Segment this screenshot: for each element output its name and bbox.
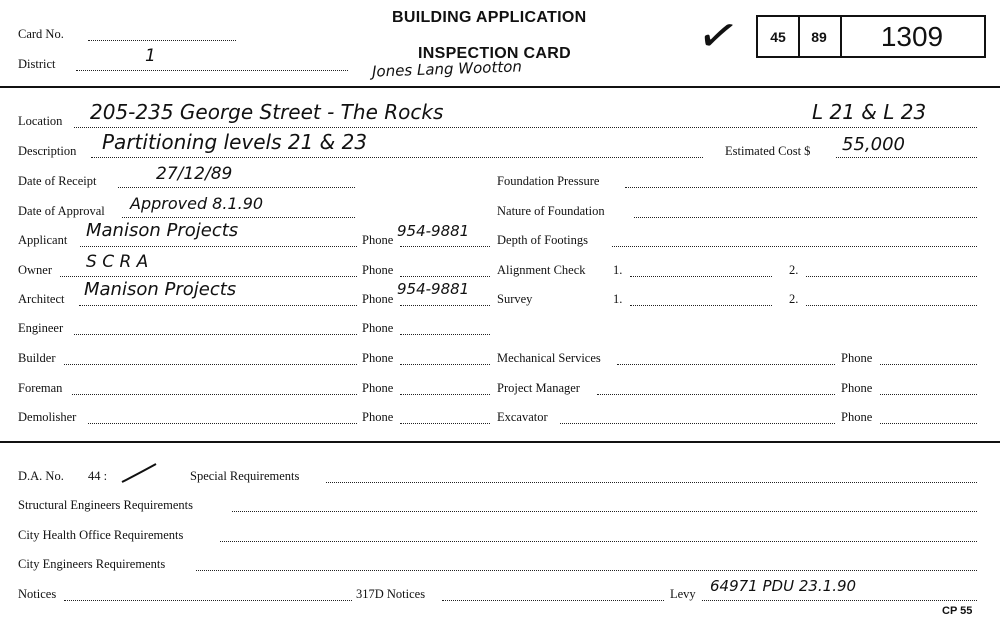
notices-317d-label: 317D Notices xyxy=(356,587,426,601)
demolisher-phone-field[interactable] xyxy=(400,423,490,424)
depth-footings-label: Depth of Footings xyxy=(497,233,588,247)
survey-num2: 2. xyxy=(789,292,799,306)
alignment-check-label: Alignment Check xyxy=(497,263,586,277)
estimated-cost-field[interactable] xyxy=(836,157,977,158)
survey-label: Survey xyxy=(497,292,533,306)
notices-317d-field[interactable] xyxy=(442,600,664,601)
architect-value: Manison Projects xyxy=(84,279,237,300)
title-line2: INSPECTION CARD xyxy=(418,45,571,62)
foreman-field[interactable] xyxy=(72,394,357,395)
nature-foundation-label: Nature of Foundation xyxy=(497,204,605,218)
depth-footings-field[interactable] xyxy=(612,246,977,247)
description-value: Partitioning levels 21 & 23 xyxy=(102,130,368,154)
card-number-box xyxy=(756,15,986,58)
structural-field[interactable] xyxy=(232,511,977,512)
engineer-phone-label: Phone xyxy=(362,321,394,335)
alignment-num2: 2. xyxy=(789,263,799,277)
city-engineers-label: City Engineers Requirements xyxy=(18,557,166,571)
box-mid: 89 xyxy=(798,17,842,56)
date-receipt-label: Date of Receipt xyxy=(18,174,97,188)
da-check-stroke-icon xyxy=(120,462,160,486)
card-no-label: Card No. xyxy=(18,27,64,41)
location-field[interactable] xyxy=(74,127,977,128)
notices-field[interactable] xyxy=(64,600,352,601)
description-label: Description xyxy=(18,144,77,158)
da-no-value: 44 : xyxy=(88,469,108,483)
owner-phone-field[interactable] xyxy=(400,276,490,277)
checkmark-icon: ✓ xyxy=(692,4,744,68)
engineer-label: Engineer xyxy=(18,321,64,335)
architect-phone-label: Phone xyxy=(362,292,394,306)
architect-label: Architect xyxy=(18,292,65,306)
owner-field[interactable] xyxy=(60,276,357,277)
foreman-phone-field[interactable] xyxy=(400,394,490,395)
title-line1: BUILDING APPLICATION xyxy=(392,9,587,26)
demolisher-field[interactable] xyxy=(88,423,357,424)
district-label: District xyxy=(18,57,56,71)
architect-field[interactable] xyxy=(79,305,357,306)
special-requirements-label: Special Requirements xyxy=(190,469,300,483)
foundation-pressure-label: Foundation Pressure xyxy=(497,174,600,188)
excavator-phone-label: Phone xyxy=(841,410,873,424)
project-manager-label: Project Manager xyxy=(497,381,580,395)
applicant-label: Applicant xyxy=(18,233,68,247)
notices-label: Notices xyxy=(18,587,57,601)
survey-num1: 1. xyxy=(613,292,623,306)
levy-value: 64971 PDU 23.1.90 xyxy=(710,577,857,595)
divider-bottom xyxy=(0,441,1000,443)
foreman-phone-label: Phone xyxy=(362,381,394,395)
applicant-value: Manison Projects xyxy=(86,220,239,241)
health-label: City Health Office Requirements xyxy=(18,528,184,542)
levy-label: Levy xyxy=(670,587,696,601)
excavator-label: Excavator xyxy=(497,410,548,424)
builder-phone-label: Phone xyxy=(362,351,394,365)
date-approval-field[interactable] xyxy=(122,217,355,218)
estimated-cost-label: Estimated Cost $ xyxy=(725,144,811,158)
engineer-field[interactable] xyxy=(74,334,357,335)
box-number: 1309 xyxy=(880,20,944,52)
alignment-field-1[interactable] xyxy=(630,276,772,277)
alignment-num1: 1. xyxy=(613,263,623,277)
excavator-phone-field[interactable] xyxy=(880,423,977,424)
mechanical-phone-label: Phone xyxy=(841,351,873,365)
demolisher-phone-label: Phone xyxy=(362,410,394,424)
date-receipt-value: 27/12/89 xyxy=(156,164,233,184)
project-manager-phone-field[interactable] xyxy=(880,394,977,395)
date-receipt-field[interactable] xyxy=(118,187,355,188)
divider-top xyxy=(0,86,1000,88)
architect-phone-field[interactable] xyxy=(400,305,490,306)
date-approval-label: Date of Approval xyxy=(18,204,105,218)
foreman-label: Foreman xyxy=(18,381,63,395)
survey-field-2[interactable] xyxy=(806,305,977,306)
location-lots: L 21 & L 23 xyxy=(812,100,927,124)
form-code: CP 55 xyxy=(942,605,973,617)
special-requirements-field[interactable] xyxy=(326,482,977,483)
box-left: 45 xyxy=(758,17,800,56)
levy-field[interactable] xyxy=(702,600,977,601)
demolisher-label: Demolisher xyxy=(18,410,77,424)
mechanical-phone-field[interactable] xyxy=(880,364,977,365)
city-engineers-field[interactable] xyxy=(196,570,977,571)
alignment-field-2[interactable] xyxy=(806,276,977,277)
builder-phone-field[interactable] xyxy=(400,364,490,365)
card-no-field[interactable] xyxy=(88,40,236,41)
estimated-cost-value: 55,000 xyxy=(842,134,905,155)
location-label: Location xyxy=(18,114,63,128)
mechanical-label: Mechanical Services xyxy=(497,351,601,365)
district-value: 1 xyxy=(145,46,156,66)
architect-phone-value: 954-9881 xyxy=(397,280,470,298)
nature-foundation-field[interactable] xyxy=(634,217,977,218)
survey-field-1[interactable] xyxy=(630,305,772,306)
health-field[interactable] xyxy=(220,541,977,542)
builder-label: Builder xyxy=(18,351,56,365)
owner-phone-label: Phone xyxy=(362,263,394,277)
da-no-label: D.A. No. xyxy=(18,469,64,483)
date-approval-value: Approved 8.1.90 xyxy=(130,194,264,213)
applicant-phone-value: 954-9881 xyxy=(397,222,470,240)
owner-label: Owner xyxy=(18,263,53,277)
location-value: 205-235 George Street - The Rocks xyxy=(90,100,444,124)
mechanical-field[interactable] xyxy=(617,364,835,365)
engineer-phone-field[interactable] xyxy=(400,334,490,335)
applicant-field[interactable] xyxy=(80,246,357,247)
owner-value: S C R A xyxy=(86,252,149,272)
foundation-pressure-field[interactable] xyxy=(625,187,977,188)
description-field[interactable] xyxy=(91,157,703,158)
builder-field[interactable] xyxy=(64,364,357,365)
district-field[interactable] xyxy=(76,70,348,71)
applicant-phone-field[interactable] xyxy=(400,246,490,247)
project-manager-field[interactable] xyxy=(597,394,835,395)
excavator-field[interactable] xyxy=(560,423,835,424)
structural-label: Structural Engineers Requirements xyxy=(18,498,193,512)
inspector-signature: Jones Lang Wootton xyxy=(371,57,523,81)
applicant-phone-label: Phone xyxy=(362,233,394,247)
project-manager-phone-label: Phone xyxy=(841,381,873,395)
